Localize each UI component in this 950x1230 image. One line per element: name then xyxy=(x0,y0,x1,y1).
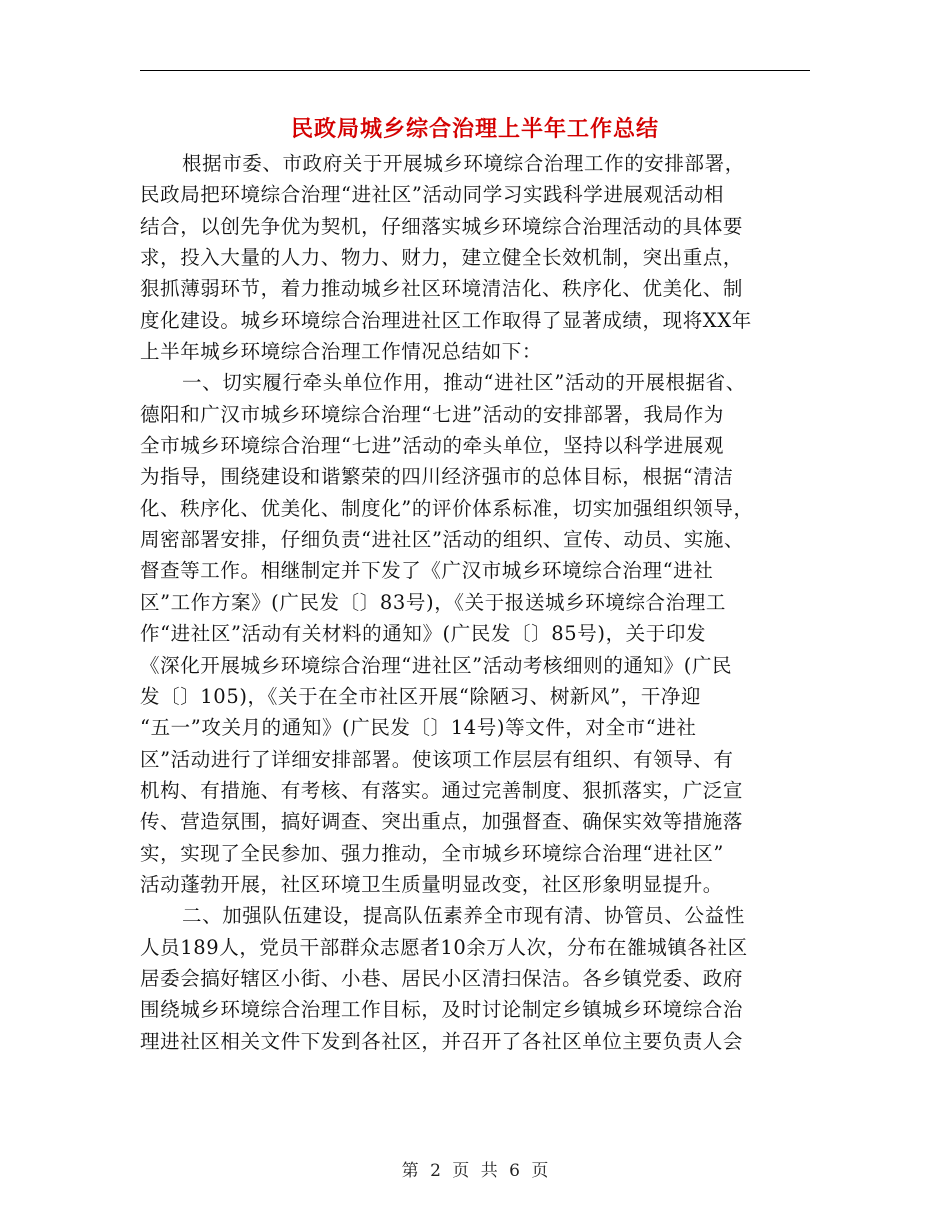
paragraph-line: 化、秩序化、优美化、制度化”的评价体系标准，切实加强组织领导， xyxy=(140,496,754,520)
document-body xyxy=(140,148,810,1057)
paragraph-line: 求，投入大量的人力、物力、财力，建立健全长效机制，突出重点， xyxy=(140,246,744,270)
header-rule xyxy=(140,70,810,71)
paragraph-line: 围绕城乡环境综合治理工作目标，及时讨论制定乡镇城乡环境综合治 xyxy=(140,998,744,1022)
paragraph-line: 全市城乡环境综合治理“七进”活动的牵头单位，坚持以科学进展观 xyxy=(140,434,724,458)
paragraph-line: 德阳和广汉市城乡环境综合治理“七进”活动的安排部署，我局作为 xyxy=(140,402,724,426)
paragraph-line: 督查等工作。相继制定并下发了《广汉市城乡环境综合治理“进社 xyxy=(140,559,714,583)
paragraph-line: 二、加强队伍建设，提高队伍素养全市现有清、协管员、公益性 xyxy=(182,904,745,928)
paragraph-line: 狠抓薄弱环节，着力推动城乡社区环境清洁化、秩序化、优美化、制 xyxy=(140,277,744,301)
paragraph-line: 度化建设。城乡环境综合治理进社区工作取得了显著成绩，现将XX年 xyxy=(140,308,752,332)
paragraph-line: 人员189人，党员干部群众志愿者10余万人次，分布在雒城镇各社区 xyxy=(140,935,748,959)
page-number-footer: 第 2 页 共 6 页 xyxy=(401,1161,549,1181)
paragraph-line: “五一”攻关月的通知》(广民发〔〕14号)等文件，对全市“进社 xyxy=(140,716,697,740)
paragraph-line: 区”工作方案》(广民发〔〕83号)，《关于报送城乡环境综合治理工 xyxy=(140,590,726,614)
paragraph-line: 发〔〕105)，《关于在全市社区开展“除陋习、树新风”，干净迎 xyxy=(140,684,702,708)
paragraph-line: 实，实现了全民参加、强力推动，全市城乡环境综合治理“进社区” xyxy=(140,841,724,865)
paragraph-line: 活动蓬勃开展，社区环境卫生质量明显改变，社区形象明显提升。 xyxy=(140,872,723,896)
paragraph-line: 传、营造氛围，搞好调查、突出重点，加强督查、确保实效等措施落 xyxy=(140,810,744,834)
paragraph-line: 根据市委、市政府关于开展城乡环境综合治理工作的安排部署， xyxy=(182,152,745,175)
paragraph-line: 结合，以创先争优为契机，仔细落实城乡环境综合治理活动的具体要 xyxy=(140,214,744,238)
document-title: 民政局城乡综合治理上半年工作总结 xyxy=(290,116,659,142)
paragraph-line: 周密部署安排，仔细负责“进社区”活动的组织、宣传、动员、实施、 xyxy=(140,528,745,552)
paragraph-line: 区”活动进行了详细安排部署。使该项工作层层有组织、有领导、有 xyxy=(140,747,734,771)
paragraph-line: 机构、有措施、有考核、有落实。通过完善制度、狠抓落实，广泛宣 xyxy=(140,778,744,802)
paragraph-line: 居委会搞好辖区小街、小巷、居民小区清扫保洁。各乡镇党委、政府 xyxy=(140,966,744,990)
paragraph-line: 上半年城乡环境综合治理工作情况总结如下： xyxy=(140,340,543,364)
paragraph-line: 一、切实履行牵头单位作用，推动“进社区”活动的开展根据省、 xyxy=(182,371,746,395)
paragraph-line: 为指导，围绕建设和谐繁荣的四川经济强市的总体目标，根据“清洁 xyxy=(140,465,734,489)
paragraph-line: 《深化开展城乡环境综合治理“进社区”活动考核细则的通知》(广民 xyxy=(140,653,733,677)
paragraph-line: 理进社区相关文件下发到各社区，并召开了各社区单位主要负责人会 xyxy=(140,1029,744,1053)
paragraph-line: 作“进社区”活动有关材料的通知》(广民发〔〕85号)，关于印发 xyxy=(140,622,707,646)
paragraph-line: 民政局把环境综合治理“进社区”活动同学习实践科学进展观活动相 xyxy=(140,183,724,207)
